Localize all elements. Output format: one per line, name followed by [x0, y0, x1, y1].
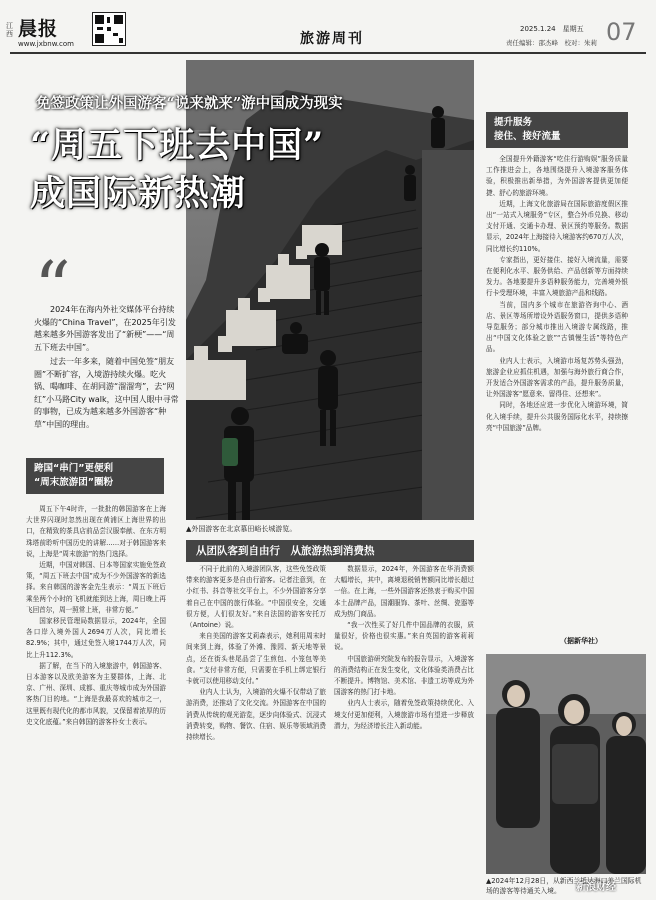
qr-code-icon — [92, 12, 126, 46]
airport-photo-caption: ▲2024年12月28日，从新西兰抵达海口美兰国际机场的游客等待通关入境。 — [486, 877, 642, 895]
body-column-c — [334, 564, 474, 894]
subheading-cross-border: 跨国“串门”更便利 “周末旅游团”圈粉 — [26, 458, 164, 494]
newspaper-logo[interactable] — [6, 14, 76, 50]
intro-paragraph: 过去一年多来，随着中国免签“朋友圈”不断扩容，入境游持续火爆。吃火锅、喝咖啡、在胡同游“溜溜弯”，去“网红”小马路City walk，这中国人眼中寻常的事物，已成为越来越多外国游客“种草”中国的理由。 — [34, 357, 179, 429]
header-rule — [10, 52, 646, 54]
paragraph: 近期，上海文化旅游局在国际旅游度假区推出“一站式入境服务”专区，整合外币兑换、移动支付开通、交通卡办理、景区预约等服务。数据显示，2024年上海接待入境游客约670万人次，同比增长约110%。 — [486, 199, 628, 253]
issue-date: 2025.1.24 星期五 — [520, 25, 584, 33]
logo-url: www.jxbnw.com — [18, 40, 74, 48]
photo-caption: ▲外国游客在北京慕田峪长城游览。 — [186, 525, 297, 533]
source-watermark: 新浪财经 — [576, 882, 616, 893]
paragraph: 业内人士表示，入境游市场复苏势头强劲，旅游企业应抓住机遇，加强与海外旅行商合作，开发适合外国游客需求的产品，提升服务质量，让外国游客“愿意来、留得住、还想来”。 — [486, 356, 628, 399]
paragraph: “我一次性买了好几件中国品牌的衣服，质量很好，价格也很实惠。”来自英国的游客莉莉说。 — [334, 621, 474, 652]
editor-credits: 责任编辑：邵杰峰 校对：朱莉 — [506, 39, 597, 47]
paragraph: 中国旅游研究院发布的报告显示，入境游客的消费结构正在发生变化，文化体验类消费占比不断提升。博物馆、美术馆、非遗工坊等成为外国游客的热门打卡地。 — [334, 654, 474, 697]
airport-photo — [486, 654, 646, 874]
paragraph: 来自美国的游客艾莉森表示，她利用周末时间来到上海，体验了外滩、豫园、新天地等景点，还在街头巷尾品尝了生煎包、小笼包等美食。“支付非常方便，只需要在手机上绑定银行卡就可以使用移动支付。” — [186, 632, 326, 686]
body-column-a — [26, 504, 166, 894]
quote-mark-icon: “ — [34, 246, 71, 330]
paragraph: 同时，各地还应进一步优化入境游环境，简化入境手续，提升公共服务国际化水平，持续擦亮“中国旅游”品牌。 — [486, 401, 628, 432]
paragraph: 不同于此前的入境游团队客，这些免签政策带来的游客更多是自由行游客。记者注意到，在小红书、抖音等社交平台上，不少外国游客分享着自己在中国的旅行体验。“中国很安全，交通很方便，人们很友好。”来自法国的游客安托万（Antoine）说。 — [186, 565, 326, 630]
page-number: 07 — [606, 18, 637, 46]
headline-line-2: 成国际新热潮 — [30, 173, 247, 214]
section-title: 旅游周刊 — [300, 31, 364, 47]
logo-title: 晨报 — [18, 18, 59, 40]
paragraph: 业内人士表示，随着免签政策持续优化、入境支付更加便利，入境旅游市场有望进一步释放潜力，为经济增长注入新动能。 — [334, 699, 474, 730]
body-column-b — [186, 564, 326, 894]
paragraph: 数据显示，2024年，外国游客在华消费额大幅增长，其中，离境退税销售额同比增长超过一倍。在上海，一些外国游客还热衷于购买中国本土品牌产品，国潮服饰、茶叶、丝绸、瓷器等成为热门商品。 — [334, 565, 474, 618]
masthead — [0, 0, 656, 56]
paragraph: 周五下午4时许，一批批的韩国游客在上海大世界闪现时忽然出现在黄浦区上海世界的出口，在精致的茶具店前品尝汉服奉献、在东方明珠塔前聆听中国历史的讲解……对于韩国游客来说，上海是“周末旅游”的热门选择。 — [26, 505, 166, 558]
intro-paragraph: 2024年在海内外社交媒体平台持续火爆的“China Travel”，在2025年引发越来越多外国游客发出了“新梗”——“周五下班去中国”。 — [34, 305, 176, 352]
airport-illustration — [486, 654, 646, 874]
subheading-consumption: 从团队客到自由行 从旅游热到消费热 — [186, 540, 474, 562]
paragraph: 国家移民管理局数据显示，2024年，全国各口岸入境外国人2694万人次，同比增长82.9%；其中，通过免签入境1744万人次，同比上升112.3%。 — [26, 617, 166, 659]
subheading-improve-service: 提升服务 接住、接好流量 — [486, 112, 628, 148]
paragraph: 据了解，在当下的入境旅游中，韩国游客、日本游客以及欧美游客为主要群体，上海、北京、广州、深圳、成都、重庆等城市成为外国游客热门目的地。“上海是我最喜欢的城市之一，这里既有现代化的都市风貌，又保留着浓厚的历史文化底蕴。”来自韩国的游客朴女士表示。 — [26, 661, 166, 726]
headline-line-1: “周五下班去中国” — [30, 125, 325, 166]
paragraph: 专家指出，更好接住、接好入境流量，需要在便利化水平、服务供给、产品创新等方面持续发力。各地要提升多语种服务能力，完善境外银行卡受理环境，丰富入境旅游产品和线路。 — [486, 255, 628, 298]
logo-region: 江西 — [6, 22, 13, 38]
paragraph: 业内人士认为，入境游的火爆不仅带动了旅游消费，还推动了文化交流。外国游客在中国的消费从传统的观光游览，逐步向体验式、沉浸式消费转变，购物、餐饮、住宿、娱乐等领域消费持续增长。 — [186, 688, 326, 742]
paragraph: 近期，中国对韩国、日本等国家实施免签政策，“周五下班去中国”成为不少外国游客的新选择。来自韩国的游客金先生表示：“周五下班后乘坐两个小时的飞机就能到达上海，周日晚上再飞回首尔，周一照常上班，非常方便。” — [26, 561, 166, 614]
paragraph: 当前，国内多个城市在旅游咨询中心、酒店、景区等场所增设外语服务窗口，提供多语种导览服务；部分城市推出入境游专属线路，推出“中国文化体验之旅”“古镇慢生活”等特色产品。 — [486, 300, 628, 354]
body-column-d — [486, 154, 628, 614]
paragraph: 全国提升外籍游客“吃住行游购娱”服务质量工作推进会上，各地围绕提升入境游客服务体验，积极推出新举措，为外国游客提供更加便捷、舒心的旅游环境。 — [486, 155, 628, 197]
article-kicker: 免签政策让外国游客“说来就来”游中国成为现实 — [36, 95, 343, 112]
article-intro — [34, 304, 180, 433]
byline: （据新华社） — [560, 637, 602, 645]
